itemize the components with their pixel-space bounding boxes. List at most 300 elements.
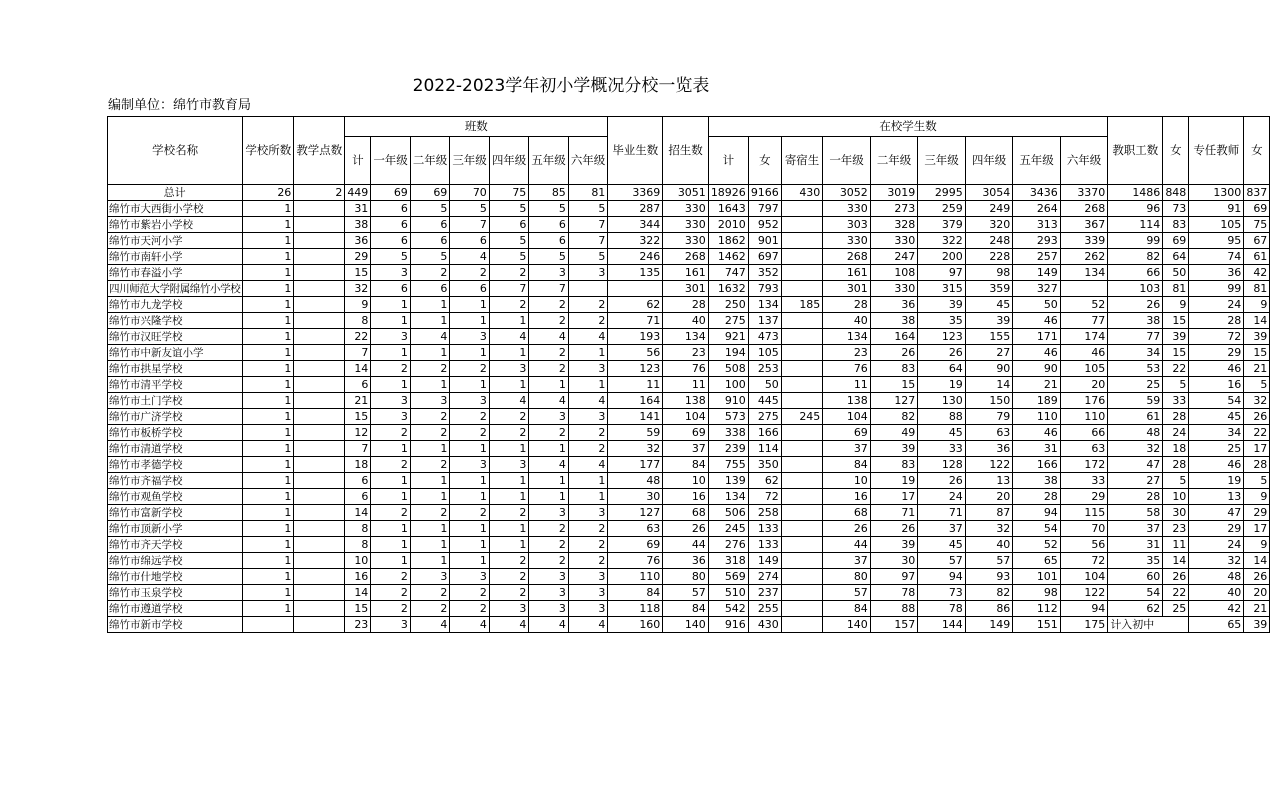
table-cell: 2 xyxy=(410,585,450,601)
table-cell: 1 xyxy=(243,201,294,217)
header-students-g4: 四年级 xyxy=(965,137,1013,185)
table-cell: 84 xyxy=(663,457,709,473)
table-cell: 4 xyxy=(529,617,569,633)
table-cell: 3 xyxy=(568,601,608,617)
school-name-cell: 绵竹市大西街小学校 xyxy=(108,201,243,217)
table-cell: 249 xyxy=(965,201,1013,217)
header-full-time-teachers: 专任教师 xyxy=(1189,117,1244,185)
table-cell: 4 xyxy=(410,617,450,633)
table-cell: 1 xyxy=(450,537,490,553)
table-cell: 1 xyxy=(243,409,294,425)
table-cell: 22 xyxy=(1244,425,1270,441)
table-cell: 2 xyxy=(450,409,490,425)
table-cell: 66 xyxy=(1108,265,1163,281)
table-cell: 101 xyxy=(1013,569,1061,585)
table-cell: 350 xyxy=(748,457,781,473)
table-cell: 15 xyxy=(345,265,371,281)
table-cell: 569 xyxy=(708,569,748,585)
table-cell: 78 xyxy=(918,601,966,617)
table-cell: 253 xyxy=(748,361,781,377)
table-cell: 2 xyxy=(450,505,490,521)
table-cell: 3 xyxy=(450,569,490,585)
table-row xyxy=(108,521,1270,537)
table-cell: 71 xyxy=(608,313,663,329)
table-cell: 1300 xyxy=(1189,185,1244,201)
table-cell: 64 xyxy=(1163,249,1189,265)
table-cell: 1 xyxy=(371,537,411,553)
table-row xyxy=(108,505,1270,521)
table-cell xyxy=(294,201,345,217)
table-cell: 33 xyxy=(918,441,966,457)
table-cell xyxy=(781,201,823,217)
table-cell: 1 xyxy=(568,489,608,505)
table-row xyxy=(108,297,1270,313)
table-cell: 510 xyxy=(708,585,748,601)
table-cell: 99 xyxy=(1108,233,1163,249)
table-cell: 57 xyxy=(663,585,709,601)
table-cell: 133 xyxy=(748,521,781,537)
table-cell: 45 xyxy=(918,537,966,553)
table-cell xyxy=(781,617,823,633)
table-cell: 3019 xyxy=(870,185,918,201)
table-cell: 5 xyxy=(529,249,569,265)
table-cell xyxy=(781,569,823,585)
table-cell: 3 xyxy=(410,393,450,409)
table-cell: 15 xyxy=(345,409,371,425)
table-cell: 2 xyxy=(450,425,490,441)
table-cell: 134 xyxy=(823,329,871,345)
table-cell: 31 xyxy=(1013,441,1061,457)
table-cell: 1 xyxy=(371,297,411,313)
table-cell: 18 xyxy=(1163,441,1189,457)
table-cell: 246 xyxy=(608,249,663,265)
table-cell: 36 xyxy=(663,553,709,569)
table-cell: 185 xyxy=(781,297,823,313)
school-name-cell: 绵竹市齐福学校 xyxy=(108,473,243,489)
table-cell: 1 xyxy=(450,377,490,393)
table-cell xyxy=(294,505,345,521)
table-cell: 3370 xyxy=(1060,185,1108,201)
table-cell: 1 xyxy=(529,489,569,505)
table-cell: 2 xyxy=(371,585,411,601)
table-cell: 166 xyxy=(1013,457,1061,473)
table-cell: 82 xyxy=(870,409,918,425)
table-cell: 2 xyxy=(371,601,411,617)
table-cell: 330 xyxy=(870,233,918,249)
table-cell: 1 xyxy=(450,313,490,329)
table-cell: 74 xyxy=(1189,249,1244,265)
table-cell xyxy=(294,425,345,441)
table-cell: 151 xyxy=(1013,617,1061,633)
table-cell: 3 xyxy=(529,265,569,281)
table-cell: 1 xyxy=(489,521,529,537)
table-cell: 430 xyxy=(748,617,781,633)
table-cell: 344 xyxy=(608,217,663,233)
table-cell: 114 xyxy=(748,441,781,457)
table-cell: 3051 xyxy=(663,185,709,201)
table-cell: 32 xyxy=(1189,553,1244,569)
table-cell: 34 xyxy=(1189,425,1244,441)
table-cell: 34 xyxy=(1108,345,1163,361)
table-cell: 65 xyxy=(1013,553,1061,569)
table-cell: 29 xyxy=(1244,505,1270,521)
table-cell: 1 xyxy=(371,345,411,361)
table-cell: 63 xyxy=(965,425,1013,441)
table-cell: 1 xyxy=(529,377,569,393)
table-row xyxy=(108,537,1270,553)
table-cell: 38 xyxy=(345,217,371,233)
table-cell: 29 xyxy=(1060,489,1108,505)
table-cell: 21 xyxy=(1244,601,1270,617)
table-cell: 2 xyxy=(568,521,608,537)
table-cell: 4 xyxy=(568,617,608,633)
table-cell: 23 xyxy=(823,345,871,361)
table-cell: 5 xyxy=(410,249,450,265)
table-cell: 53 xyxy=(1108,361,1163,377)
table-cell: 65 xyxy=(1189,617,1244,633)
table-cell: 26 xyxy=(1244,569,1270,585)
header-students-g5: 五年级 xyxy=(1013,137,1061,185)
table-cell: 430 xyxy=(781,185,823,201)
table-row xyxy=(108,249,1270,265)
table-cell: 39 xyxy=(1244,617,1270,633)
header-teacher-female: 女 xyxy=(1244,117,1270,185)
table-cell: 2 xyxy=(529,361,569,377)
table-cell: 2 xyxy=(568,313,608,329)
table-cell: 54 xyxy=(1013,521,1061,537)
header-students-g3: 三年级 xyxy=(918,137,966,185)
table-cell: 2 xyxy=(489,585,529,601)
table-cell xyxy=(294,377,345,393)
table-cell: 3 xyxy=(529,585,569,601)
school-name-cell: 绵竹市遵道学校 xyxy=(108,601,243,617)
table-cell xyxy=(294,601,345,617)
table-cell: 6 xyxy=(529,217,569,233)
table-cell: 301 xyxy=(823,281,871,297)
table-row xyxy=(108,217,1270,233)
table-cell: 5 xyxy=(568,249,608,265)
table-cell: 11 xyxy=(823,377,871,393)
table-cell: 3 xyxy=(568,409,608,425)
table-cell xyxy=(294,297,345,313)
table-cell: 134 xyxy=(708,489,748,505)
table-cell: 276 xyxy=(708,537,748,553)
table-cell: 1 xyxy=(371,441,411,457)
table-cell: 110 xyxy=(1060,409,1108,425)
table-row xyxy=(108,601,1270,617)
table-cell: 11 xyxy=(1163,537,1189,553)
table-cell xyxy=(294,409,345,425)
table-row xyxy=(108,409,1270,425)
table-cell: 176 xyxy=(1060,393,1108,409)
table-cell: 37 xyxy=(663,441,709,457)
table-cell: 287 xyxy=(608,201,663,217)
table-cell: 63 xyxy=(608,521,663,537)
table-cell: 2 xyxy=(410,601,450,617)
table-cell: 257 xyxy=(1013,249,1061,265)
table-cell: 12 xyxy=(345,425,371,441)
table-cell: 73 xyxy=(1163,201,1189,217)
table-cell xyxy=(781,329,823,345)
table-cell: 105 xyxy=(748,345,781,361)
table-cell: 2 xyxy=(529,313,569,329)
table-cell: 64 xyxy=(918,361,966,377)
table-cell: 45 xyxy=(1189,409,1244,425)
table-cell: 330 xyxy=(663,201,709,217)
table-cell: 1 xyxy=(489,441,529,457)
table-cell: 37 xyxy=(1108,521,1163,537)
table-cell: 36 xyxy=(965,441,1013,457)
table-cell: 161 xyxy=(663,265,709,281)
table-cell: 4 xyxy=(450,249,490,265)
table-cell: 134 xyxy=(748,297,781,313)
table-cell: 921 xyxy=(708,329,748,345)
table-cell: 97 xyxy=(870,569,918,585)
table-cell: 1 xyxy=(371,313,411,329)
header-classes-g6: 六年级 xyxy=(568,137,608,185)
table-cell xyxy=(781,377,823,393)
table-cell: 3 xyxy=(371,393,411,409)
table-cell: 1 xyxy=(371,521,411,537)
table-cell xyxy=(781,521,823,537)
table-cell: 38 xyxy=(1013,473,1061,489)
table-cell: 5 xyxy=(450,201,490,217)
table-cell: 155 xyxy=(965,329,1013,345)
table-cell: 9 xyxy=(345,297,371,313)
table-cell: 1 xyxy=(243,489,294,505)
table-cell xyxy=(781,345,823,361)
table-cell: 352 xyxy=(748,265,781,281)
table-row xyxy=(108,441,1270,457)
table-cell: 1 xyxy=(450,441,490,457)
table-cell: 68 xyxy=(823,505,871,521)
table-cell: 60 xyxy=(1108,569,1163,585)
table-cell: 4 xyxy=(529,457,569,473)
table-cell: 73 xyxy=(918,585,966,601)
header-school-name: 学校名称 xyxy=(108,117,243,185)
table-cell: 46 xyxy=(1060,345,1108,361)
table-cell: 84 xyxy=(823,457,871,473)
table-cell: 6 xyxy=(371,217,411,233)
school-name-cell: 绵竹市富新学校 xyxy=(108,505,243,521)
table-cell: 5 xyxy=(529,201,569,217)
table-cell: 2 xyxy=(450,585,490,601)
table-cell: 84 xyxy=(663,601,709,617)
table-cell: 45 xyxy=(918,425,966,441)
table-cell: 2 xyxy=(568,425,608,441)
table-cell: 26 xyxy=(1163,569,1189,585)
table-cell: 115 xyxy=(1060,505,1108,521)
table-cell: 1 xyxy=(410,473,450,489)
table-cell: 161 xyxy=(823,265,871,281)
table-cell xyxy=(294,585,345,601)
table-cell: 108 xyxy=(870,265,918,281)
table-cell: 49 xyxy=(870,425,918,441)
table-cell: 797 xyxy=(748,201,781,217)
table-cell: 28 xyxy=(1013,489,1061,505)
table-cell: 112 xyxy=(1013,601,1061,617)
table-cell: 1643 xyxy=(708,201,748,217)
table-cell xyxy=(781,505,823,521)
table-cell: 100 xyxy=(708,377,748,393)
table-cell xyxy=(294,457,345,473)
table-cell: 37 xyxy=(823,441,871,457)
table-cell: 87 xyxy=(965,505,1013,521)
table-cell: 697 xyxy=(748,249,781,265)
table-cell: 6 xyxy=(410,281,450,297)
table-cell: 3 xyxy=(568,585,608,601)
table-cell: 3 xyxy=(450,393,490,409)
table-cell: 39 xyxy=(1163,329,1189,345)
table-cell: 50 xyxy=(1013,297,1061,313)
table-cell: 7 xyxy=(568,217,608,233)
table-cell: 48 xyxy=(1189,569,1244,585)
table-cell: 8 xyxy=(345,313,371,329)
table-row xyxy=(108,553,1270,569)
table-cell: 301 xyxy=(663,281,709,297)
table-cell: 9 xyxy=(1163,297,1189,313)
table-cell xyxy=(781,313,823,329)
table-cell: 69 xyxy=(823,425,871,441)
table-cell: 264 xyxy=(1013,201,1061,217)
table-cell: 1 xyxy=(568,345,608,361)
table-cell: 19 xyxy=(1189,473,1244,489)
table-cell: 24 xyxy=(1189,537,1244,553)
table-cell: 2 xyxy=(529,553,569,569)
table-cell: 1 xyxy=(243,425,294,441)
table-row xyxy=(108,489,1270,505)
table-cell: 5 xyxy=(410,201,450,217)
table-cell: 2 xyxy=(410,409,450,425)
table-cell: 40 xyxy=(663,313,709,329)
table-cell xyxy=(781,425,823,441)
table-cell: 61 xyxy=(1108,409,1163,425)
table-cell: 50 xyxy=(1163,265,1189,281)
table-cell: 3 xyxy=(529,505,569,521)
table-cell: 6 xyxy=(371,281,411,297)
table-cell: 3 xyxy=(529,409,569,425)
table-cell: 69 xyxy=(663,425,709,441)
table-cell: 1 xyxy=(243,601,294,617)
table-cell: 29 xyxy=(345,249,371,265)
table-cell: 76 xyxy=(663,361,709,377)
table-cell: 2 xyxy=(568,553,608,569)
table-cell: 83 xyxy=(870,457,918,473)
table-cell xyxy=(781,393,823,409)
school-name-cell: 绵竹市绵远学校 xyxy=(108,553,243,569)
table-cell: 2 xyxy=(371,457,411,473)
table-cell: 250 xyxy=(708,297,748,313)
table-cell: 3 xyxy=(489,601,529,617)
table-cell: 72 xyxy=(1060,553,1108,569)
table-cell: 57 xyxy=(823,585,871,601)
table-cell: 322 xyxy=(918,233,966,249)
table-cell: 32 xyxy=(345,281,371,297)
table-cell: 98 xyxy=(965,265,1013,281)
table-cell: 99 xyxy=(1189,281,1244,297)
table-cell: 2010 xyxy=(708,217,748,233)
school-name-cell: 绵竹市九龙学校 xyxy=(108,297,243,313)
table-cell: 1 xyxy=(371,489,411,505)
table-row xyxy=(108,473,1270,489)
table-cell: 1 xyxy=(410,537,450,553)
table-cell: 9 xyxy=(1244,489,1270,505)
table-cell: 1 xyxy=(243,217,294,233)
table-cell: 24 xyxy=(918,489,966,505)
table-cell: 5 xyxy=(1163,473,1189,489)
header-graduates: 毕业生数 xyxy=(608,117,663,185)
table-cell: 40 xyxy=(965,537,1013,553)
table-cell: 16 xyxy=(663,489,709,505)
table-cell xyxy=(294,265,345,281)
table-cell: 3 xyxy=(568,361,608,377)
table-cell: 274 xyxy=(748,569,781,585)
table-cell: 10 xyxy=(345,553,371,569)
table-cell: 84 xyxy=(823,601,871,617)
table-cell xyxy=(781,249,823,265)
table-cell: 93 xyxy=(965,569,1013,585)
table-cell xyxy=(781,441,823,457)
table-cell: 14 xyxy=(1163,553,1189,569)
table-cell: 28 xyxy=(1189,313,1244,329)
table-cell: 2 xyxy=(294,185,345,201)
header-students-g6: 六年级 xyxy=(1060,137,1108,185)
table-cell: 82 xyxy=(1108,249,1163,265)
header-classes-g5: 五年级 xyxy=(529,137,569,185)
table-cell: 6 xyxy=(371,201,411,217)
table-cell: 72 xyxy=(1189,329,1244,345)
table-cell: 508 xyxy=(708,361,748,377)
table-cell: 16 xyxy=(345,569,371,585)
table-cell: 10 xyxy=(663,473,709,489)
table-cell: 3 xyxy=(529,569,569,585)
table-cell: 29 xyxy=(1189,521,1244,537)
table-cell: 71 xyxy=(918,505,966,521)
table-cell: 39 xyxy=(918,297,966,313)
table-cell: 47 xyxy=(1108,457,1163,473)
table-cell: 71 xyxy=(870,505,918,521)
table-cell: 6 xyxy=(345,377,371,393)
school-name-cell: 绵竹市广济学校 xyxy=(108,409,243,425)
table-cell: 1 xyxy=(489,345,529,361)
table-cell: 42 xyxy=(1189,601,1244,617)
school-name-cell: 绵竹市紫岩小学校 xyxy=(108,217,243,233)
table-cell: 189 xyxy=(1013,393,1061,409)
table-cell: 359 xyxy=(965,281,1013,297)
table-cell: 2 xyxy=(371,569,411,585)
table-cell: 1 xyxy=(243,313,294,329)
table-cell: 149 xyxy=(1013,265,1061,281)
table-row xyxy=(108,457,1270,473)
table-cell: 2 xyxy=(568,537,608,553)
table-cell: 22 xyxy=(345,329,371,345)
table-cell: 39 xyxy=(870,441,918,457)
table-cell: 19 xyxy=(870,473,918,489)
table-cell: 62 xyxy=(608,297,663,313)
table-cell: 320 xyxy=(965,217,1013,233)
table-cell: 44 xyxy=(663,537,709,553)
table-cell: 134 xyxy=(663,329,709,345)
table-cell xyxy=(781,217,823,233)
table-cell: 171 xyxy=(1013,329,1061,345)
table-cell: 141 xyxy=(608,409,663,425)
table-cell: 32 xyxy=(1108,441,1163,457)
table-cell xyxy=(781,585,823,601)
table-row xyxy=(108,425,1270,441)
table-cell: 1 xyxy=(410,313,450,329)
table-cell: 747 xyxy=(708,265,748,281)
table-cell: 1 xyxy=(243,585,294,601)
